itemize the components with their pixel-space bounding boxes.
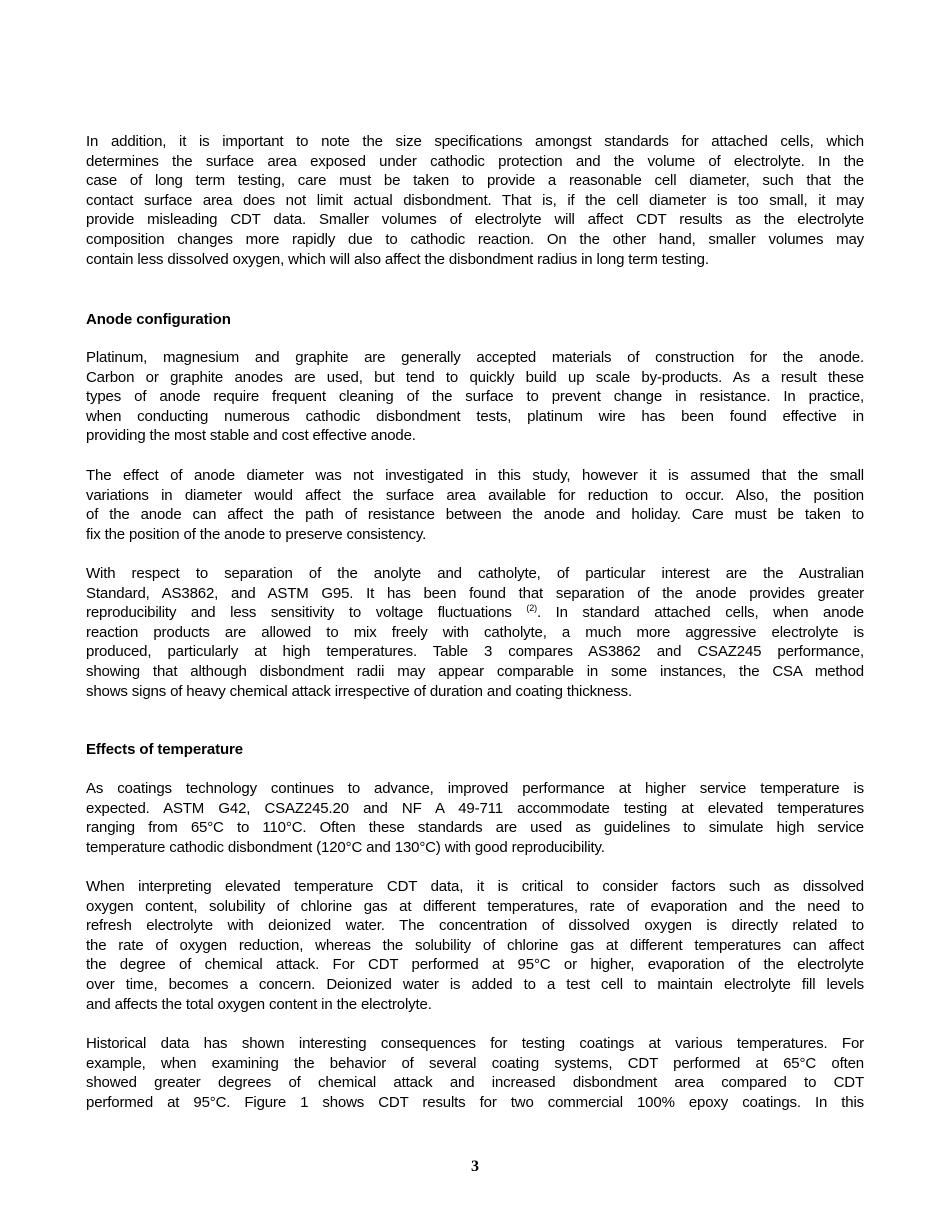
text-line: showing that although disbondment radii may appear comparable in some instances, the CSA method — [86, 662, 864, 680]
paragraph-coatings-technology — [86, 779, 864, 857]
text-line: providing the most stable and cost effective anode. — [86, 427, 416, 445]
text-line: provide misleading CDT data. Smaller volumes of electrolyte will affect CDT results as the electrolyte — [86, 211, 864, 229]
citation-reference: (2) — [526, 603, 537, 614]
page-number: 3 — [471, 1158, 479, 1175]
text-line: when conducting numerous cathodic disbondment tests, platinum wire has been found effective in — [86, 407, 864, 425]
text-line: example, when examining the behavior of several coating systems, CDT performed at 65°C often — [86, 1054, 864, 1072]
text-line: In addition, it is important to note the size specifications amongst standards for attached cells, which — [86, 133, 864, 150]
paragraph-historical-data — [86, 1034, 864, 1112]
text-line: When interpreting elevated temperature CDT data, it is critical to consider factors such as dissolved — [86, 878, 864, 895]
text-line: ranging from 65°C to 110°C. Often these standards are used as guidelines to simulate high service — [86, 819, 864, 837]
section-heading-anode-configuration: Anode configuration — [86, 311, 231, 328]
paragraph-anode-diameter — [86, 466, 864, 544]
text-line: determines the surface area exposed under cathodic protection and the volume of electrolyte. In the — [86, 152, 864, 170]
text-line: The effect of anode diameter was not investigated in this study, however it is assumed that the small — [86, 467, 864, 484]
text-line: variations in diameter would affect the surface area available for reduction to occur. Also, the position — [86, 486, 864, 504]
text-segment: reproducibility and less sensitivity to voltage fluctuations — [86, 604, 527, 622]
text-line: types of anode require frequent cleaning of the surface to prevent change in resistance. In practice, — [86, 388, 864, 406]
text-line: the degree of chemical attack. For CDT performed at 95°C or higher, evaporation of the electrolyte — [86, 956, 864, 974]
text-line: fix the position of the anode to preserve consistency. — [86, 525, 427, 543]
text-line: As coatings technology continues to advance, improved performance at higher service temperature is — [86, 780, 864, 797]
section-heading-effects-of-temperature: Effects of temperature — [86, 741, 244, 758]
text-line: reaction products are allowed to mix freely with catholyte, a much more aggressive electrolyte is — [86, 623, 864, 641]
paragraph-anolyte-separation — [86, 564, 864, 701]
text-line: Platinum, magnesium and graphite are generally accepted materials of construction for the anode. — [86, 349, 864, 366]
paragraph-anode-materials — [86, 348, 864, 446]
text-line: temperature cathodic disbondment (120°C and 130°C) with good reproducibility. — [86, 838, 605, 856]
text-line: the rate of oxygen reduction, whereas the solubility of chlorine gas at different temperatures can affect — [86, 936, 864, 954]
text-line-with-reference — [86, 603, 864, 623]
text-line: refresh electrolyte with deionized water. The concentration of dissolved oxygen is directly related to — [86, 917, 864, 935]
text-line: Carbon or graphite anodes are used, but tend to quickly build up scale by-products. As a result these — [86, 368, 864, 386]
text-line: and affects the total oxygen content in the electrolyte. — [86, 995, 432, 1013]
paragraph-cell-size — [86, 132, 864, 269]
text-line: produced, particularly at high temperatures. Table 3 compares AS3862 and CSAZ245 performance, — [86, 643, 864, 661]
text-line: contact surface area does not limit actual disbondment. That is, if the cell diameter is too small, it may — [86, 191, 864, 209]
text-line: Historical data has shown interesting consequences for testing coatings at various temperatures. For — [86, 1035, 864, 1052]
text-line: over time, becomes a concern. Deionized water is added to a test cell to maintain electrolyte fill levels — [86, 975, 864, 993]
text-line: case of long term testing, care must be taken to provide a reasonable cell diameter, such that the — [86, 172, 864, 190]
text-line: showed greater degrees of chemical attack and increased disbondment area compared to CDT — [86, 1074, 864, 1092]
paragraph-elevated-temperature-cdt — [86, 877, 864, 1014]
text-line: composition changes more rapidly due to cathodic reaction. On the other hand, smaller volumes may — [86, 230, 864, 248]
text-line: expected. ASTM G42, CSAZ245.20 and NF A 49-711 accommodate testing at elevated temperatures — [86, 799, 864, 817]
text-line: shows signs of heavy chemical attack irrespective of duration and coating thickness. — [86, 682, 633, 700]
text-line: With respect to separation of the anolyte and catholyte, of particular interest are the Australian — [86, 565, 864, 582]
text-line: contain less dissolved oxygen, which will also affect the disbondment radius in long term testing. — [86, 250, 709, 268]
text-line: of the anode can affect the path of resistance between the anode and holiday. Care must be taken to — [86, 506, 864, 524]
text-line: oxygen content, solubility of chlorine gas at different temperatures, rate of evaporation and the need to — [86, 897, 864, 915]
text-line: performed at 95°C. Figure 1 shows CDT results for two commercial 100% epoxy coatings. In this — [86, 1093, 864, 1111]
text-line: Standard, AS3862, and ASTM G95. It has been found that separation of the anode provides greater — [86, 584, 864, 602]
text-segment: . In standard attached cells, when anode — [536, 604, 864, 622]
